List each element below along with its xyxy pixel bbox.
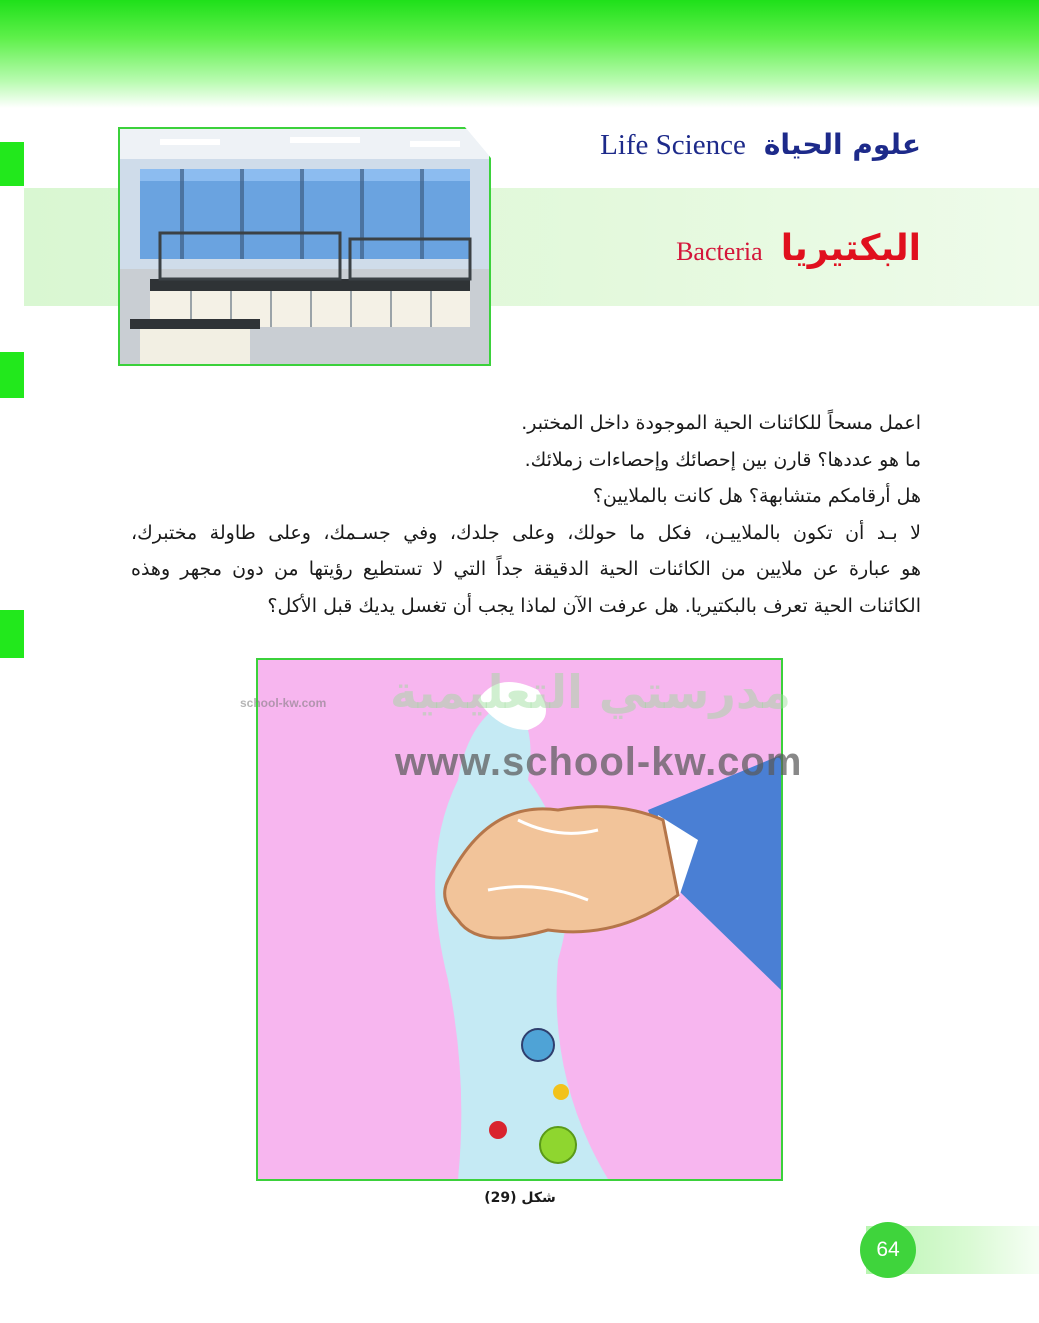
- top-green-band: [0, 0, 1039, 108]
- figure-caption: شكل (29): [484, 1190, 556, 1206]
- subject-arabic: علوم الحياة: [763, 128, 921, 161]
- body-line-5: هو عبارة عن ملايين من الكائنات الحية الدقيقة جداً التي لا تستطيع رؤيتها من دون مجهر وهذه: [131, 558, 921, 580]
- body-line-4: لا بـد أن تكون بالملاييـن، فكل ما حولك، وعلى جلدك، وفي جسـمك، وعلى طاولة مختبرك،: [131, 521, 921, 544]
- body-line-3: هل أرقامكم متشابهة؟ هل كانت بالملايين؟: [592, 485, 921, 507]
- body-line-6: الكائنات الحية تعرف بالبكتيريا. هل عرفت الآن لماذا يجب أن تغسل يديك قبل الأكل؟: [267, 594, 921, 617]
- topic-arabic: البكتيريا: [780, 228, 921, 269]
- side-tab-3: [0, 610, 24, 658]
- subject-english: Life Science: [600, 129, 746, 161]
- page-number: 64: [860, 1222, 916, 1278]
- watermark-small-url: school-kw.com: [240, 696, 327, 710]
- topic-english: Bacteria: [676, 237, 763, 266]
- body-line-1: اعمل مسحاً للكائنات الحية الموجودة داخل المختبر.: [521, 412, 921, 434]
- side-tab-2: [0, 352, 24, 398]
- watermark-arabic: مدرستي التعليمية: [390, 665, 791, 719]
- side-tab-1: [0, 142, 24, 186]
- topic-heading: [676, 228, 921, 278]
- watermark-url: www.school-kw.com: [395, 740, 803, 784]
- body-line-2: ما هو عددها؟ قارن بين إحصائك وإحصاءات زملائك.: [524, 448, 921, 471]
- subject-heading: [600, 128, 921, 168]
- laboratory-photo: [118, 127, 491, 366]
- body-paragraph: [131, 405, 921, 624]
- handwashing-illustration: [256, 658, 783, 1181]
